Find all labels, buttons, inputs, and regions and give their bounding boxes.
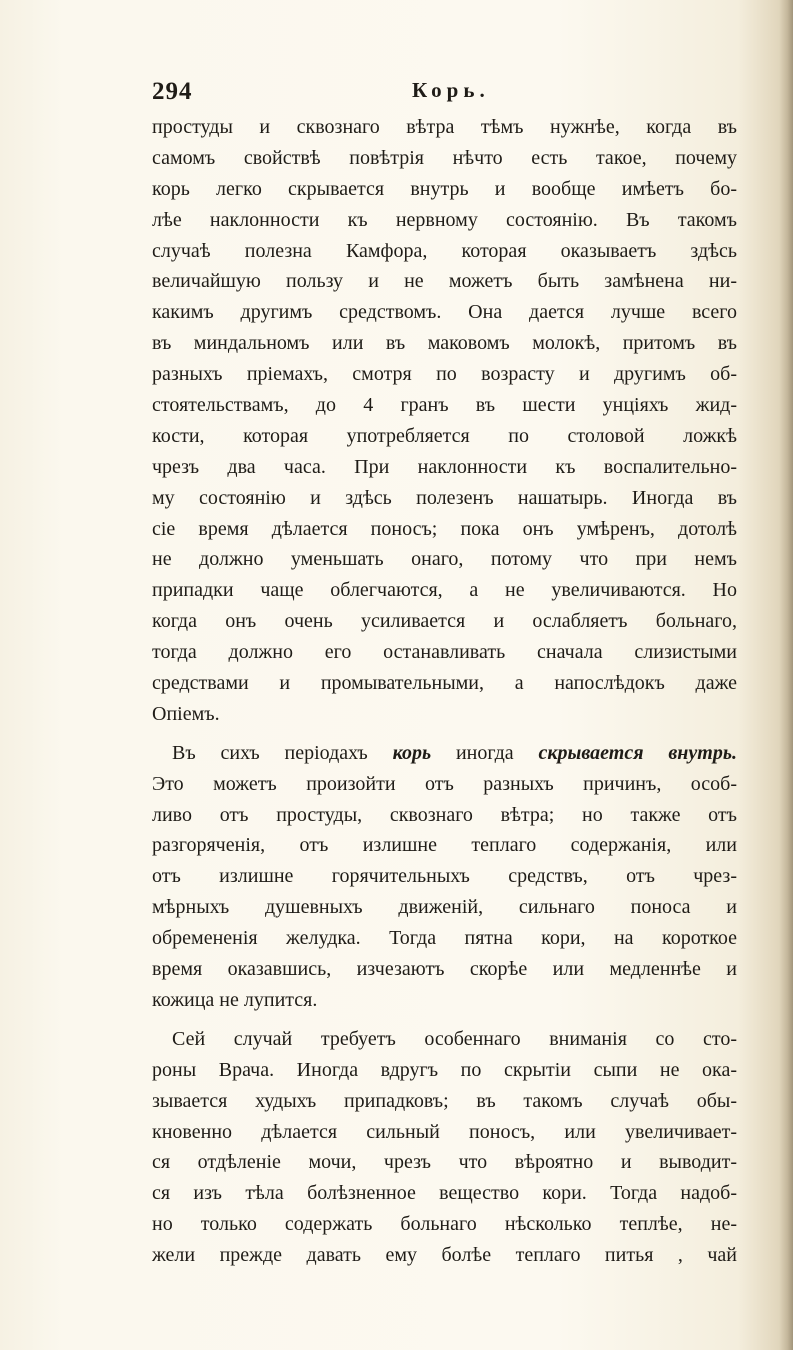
text-line: отъ излишне горячительныхъ средствъ, отъ чрез- <box>152 865 737 888</box>
text-line: когда онъ очень усиливается и ослабляетъ больнаго, <box>152 610 737 633</box>
text-line: Сей случай требуетъ особеннаго вниманія со сто- <box>172 1027 737 1050</box>
emphasis-term: корь <box>392 741 432 764</box>
text-line: разныхъ пріемахъ, смотря по возрасту и другимъ об- <box>152 363 737 386</box>
text-line: обремененія желудка. Тогда пятна кори, на короткое <box>152 927 737 950</box>
text-line: въ миндальномъ или въ маковомъ молокѣ, притомъ въ <box>152 332 737 355</box>
text-line: припадки чаще облегчаются, а не увеличиваются. Но <box>152 579 737 602</box>
text-line: кожица не лупится. <box>152 988 318 1011</box>
text-line: корь легко скрывается внутрь и вообще имѣетъ бо- <box>152 177 737 200</box>
text-line: средствами и промывательными, а напослѣдокъ даже <box>152 672 737 695</box>
text-run: иногда <box>431 741 539 764</box>
text-run: Въ сихъ періодахъ <box>172 741 393 764</box>
text-line: какимъ другимъ средствомъ. Она дается лучше всего <box>152 301 737 324</box>
text-line: зывается худыхъ припадковъ; въ такомъ случаѣ обы- <box>152 1089 737 1112</box>
paragraph-2-first-line <box>152 738 737 769</box>
text-line: время оказавшись, изчезаютъ скорѣе или медленнѣе и <box>152 958 737 981</box>
text-line: стоятельствамъ, до 4 гранъ въ шести унціяхъ жид- <box>152 394 737 417</box>
text-line: чрезъ два часа. При наклонности къ воспалительно- <box>152 455 737 478</box>
text-line: роны Врача. Иногда вдругъ по скрытіи сыпи не ока- <box>152 1058 737 1081</box>
body-text <box>152 112 737 1271</box>
page-number: 294 <box>152 78 193 105</box>
text-line: жели прежде давать ему болѣе теплаго питья , чай <box>152 1244 737 1267</box>
text-line: ся изъ тѣла болѣзненное вещество кори. Тогда надоб- <box>152 1182 737 1205</box>
text-line: разгоряченія, отъ излишне теплаго содержанія, или <box>152 834 737 857</box>
text-line: кновенно дѣлается сильный поносъ, или увеличивает- <box>152 1120 737 1143</box>
paragraph-1 <box>152 112 737 730</box>
text-line: кости, которая употребляется по столовой ложкѣ <box>152 424 737 447</box>
paragraph-3 <box>152 1024 737 1271</box>
paragraph-2 <box>152 738 737 1016</box>
text-line: не должно уменьшать онаго, потому что при немъ <box>152 548 737 571</box>
text-line: тогда должно его останавливать сначала слизистыми <box>152 641 737 664</box>
running-head: Корь. <box>412 78 490 102</box>
text-line: ся отдѣленіе мочи, чрезъ что вѣроятно и выводит- <box>152 1151 737 1174</box>
emphasis-term: скрывается внутрь. <box>538 741 737 764</box>
text-line: но только содержать больнаго нѣсколько теплѣе, не- <box>152 1213 737 1236</box>
text-line: лѣе наклонности къ нервному состоянію. Въ такомъ <box>152 208 737 231</box>
text-line: величайшую пользу и не можетъ быть замѣнена ни- <box>152 270 737 293</box>
page-header <box>152 78 737 108</box>
text-line: сіе время дѣлается поносъ; пока онъ умѣренъ, дотолѣ <box>152 517 737 540</box>
text-line: случаѣ полезна Камфора, которая оказываетъ здѣсь <box>152 239 737 262</box>
text-line: мѣрныхъ душевныхъ движеній, сильнаго поноса и <box>152 896 737 919</box>
text-line: простуды и сквознаго вѣтра тѣмъ нужнѣе, когда въ <box>152 116 737 138</box>
text-line: самомъ свойствѣ повѣтрія нѣчто есть такое, почему <box>152 146 737 169</box>
text-line: Это можетъ произойти отъ разныхъ причинъ, особ- <box>152 772 737 795</box>
page-edge-shadow <box>779 0 793 1350</box>
text-line: ливо отъ простуды, сквознаго вѣтра; но также отъ <box>152 803 737 826</box>
text-line: му состоянію и здѣсь полезенъ нашатырь. Иногда въ <box>152 486 737 509</box>
text-line: Опіемъ. <box>152 702 220 725</box>
